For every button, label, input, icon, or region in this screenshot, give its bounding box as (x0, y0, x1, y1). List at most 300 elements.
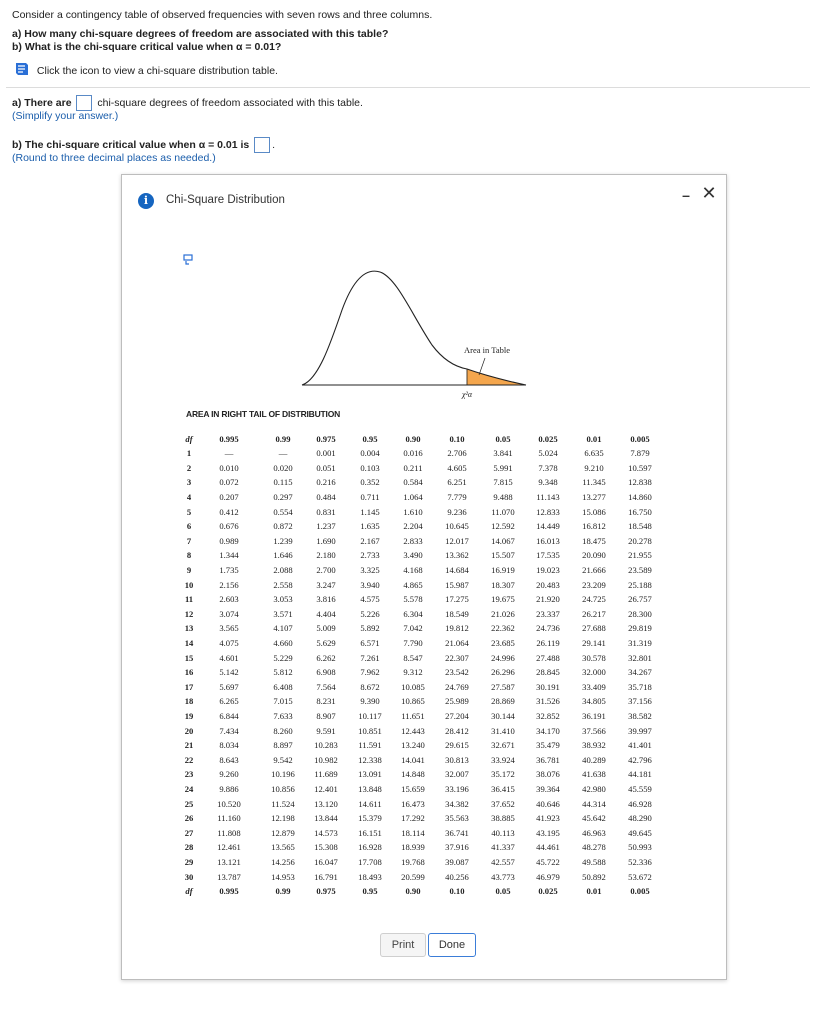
table-cell: 5.629 (316, 638, 336, 649)
table-cell: 16.812 (582, 521, 606, 532)
table-cell: 23.589 (628, 565, 652, 576)
column-header: 0.99 (275, 886, 291, 897)
table-cell: 2.204 (403, 521, 423, 532)
table-cell: 17.292 (401, 813, 425, 824)
table-cell: 42.557 (491, 856, 515, 867)
table-cell: 34.805 (582, 696, 606, 707)
table-cell: 34.170 (536, 725, 560, 736)
table-cell: 19.675 (491, 594, 515, 605)
table-cell: 10.645 (445, 521, 469, 532)
table-cell: 6.908 (316, 667, 336, 678)
table-cell: 39.364 (536, 783, 560, 794)
table-cell: 2.156 (219, 579, 239, 590)
table-cell: 15.308 (314, 842, 338, 853)
table-cell: 5.009 (316, 623, 336, 634)
table-cell: 0.115 (273, 477, 293, 488)
table-cell: 30.813 (445, 754, 469, 765)
table-cell: 3.325 (360, 565, 380, 576)
table-cell: 38.076 (536, 769, 560, 780)
table-cell: 33.196 (445, 783, 469, 794)
table-cell: 14.041 (401, 754, 425, 765)
table-cell: 1.237 (316, 521, 336, 532)
table-cell: 35.479 (536, 740, 560, 751)
part-a-prefix: a) There are (12, 96, 72, 109)
column-header: 0.01 (586, 886, 602, 897)
table-cell: 3.074 (219, 608, 239, 619)
table-cell: 38.932 (582, 740, 606, 751)
table-cell: 1.610 (403, 506, 423, 517)
table-cell: 12.879 (271, 827, 295, 838)
table-row (182, 855, 662, 870)
table-cell: 50.993 (628, 842, 652, 853)
table-cell: 5.697 (219, 681, 239, 692)
table-cell: 43.195 (536, 827, 560, 838)
table-cell: 17.275 (445, 594, 469, 605)
table-cell: 41.337 (491, 842, 515, 853)
table-cell: 34.382 (445, 798, 469, 809)
df-cell: 23 (184, 769, 194, 780)
table-row (182, 825, 662, 840)
table-cell: 4.107 (273, 623, 293, 634)
table-cell: 14.449 (536, 521, 560, 532)
table-cell: 4.660 (273, 638, 293, 649)
table-cell: 16.047 (314, 856, 338, 867)
df-cell: 8 (186, 550, 192, 561)
table-cell: 0.554 (273, 506, 293, 517)
column-header: 0.05 (495, 433, 511, 444)
table-cell: 43.773 (491, 871, 515, 882)
table-cell: 0.016 (403, 448, 423, 459)
table-cell: 30.191 (536, 681, 560, 692)
table-cell: 16.013 (536, 535, 560, 546)
df-cell: 15 (184, 652, 194, 663)
table-cell: 0.004 (360, 448, 380, 459)
table-cell: 15.987 (445, 579, 469, 590)
part-a-hint: (Simplify your answer.) (12, 110, 119, 122)
table-cell: 33.924 (491, 754, 515, 765)
table-cell: 11.651 (401, 710, 425, 721)
table-cell: 6.408 (273, 681, 293, 692)
table-cell: 2.733 (360, 550, 380, 561)
table-cell: 22.362 (491, 623, 515, 634)
table-cell: 45.642 (582, 813, 606, 824)
table-cell: 21.666 (582, 565, 606, 576)
table-cell: 29.141 (582, 638, 606, 649)
table-cell: 1.735 (219, 565, 239, 576)
table-cell: 11.070 (491, 506, 515, 517)
table-cell: 11.591 (358, 740, 382, 751)
table-cell: 3.490 (403, 550, 423, 561)
df-cell: 25 (184, 798, 194, 809)
table-cell: 5.226 (360, 608, 380, 619)
table-cell: 9.542 (273, 754, 293, 765)
table-cell: 8.643 (219, 754, 239, 765)
table-cell: 9.260 (219, 769, 239, 780)
table-cell: 0.872 (273, 521, 293, 532)
book-icon[interactable] (14, 62, 30, 79)
table-cell: 0.211 (403, 462, 423, 473)
table-cell: 18.939 (401, 842, 425, 853)
table-cell: 10.597 (628, 462, 652, 473)
table-cell: 11.524 (271, 798, 295, 809)
table-cell: 6.571 (360, 638, 380, 649)
table-cell: 17.708 (358, 856, 382, 867)
table-cell: 32.671 (491, 740, 515, 751)
density-curve (302, 271, 526, 385)
table-row (182, 650, 662, 665)
table-cell: 12.461 (217, 842, 241, 853)
table-cell: 20.278 (628, 535, 652, 546)
table-cell: 16.473 (401, 798, 425, 809)
table-cell: 7.042 (403, 623, 423, 634)
table-row (182, 694, 662, 709)
table-cell: 10.865 (401, 696, 425, 707)
table-cell: 0.103 (360, 462, 380, 473)
table-cell: 13.277 (582, 492, 606, 503)
table-cell: 36.741 (445, 827, 469, 838)
df-cell: 24 (184, 783, 194, 794)
table-row (182, 767, 662, 782)
table-row (182, 636, 662, 651)
df-cell: 26 (184, 813, 194, 824)
table-cell: 46.928 (628, 798, 652, 809)
table-cell: 31.319 (628, 638, 652, 649)
table-cell: 15.379 (358, 813, 382, 824)
table-cell: 7.790 (403, 638, 423, 649)
table-row (182, 782, 662, 797)
table-cell: 10.085 (401, 681, 425, 692)
table-cell: 10.196 (271, 769, 295, 780)
table-cell: 14.860 (628, 492, 652, 503)
df-cell: 12 (184, 608, 194, 619)
table-cell: 0.989 (219, 535, 239, 546)
table-cell: 0.216 (316, 477, 336, 488)
table-cell: 29.615 (445, 740, 469, 751)
column-header: 0.005 (630, 886, 650, 897)
column-header: 0.10 (449, 886, 465, 897)
table-cell: 12.198 (271, 813, 295, 824)
table-cell: 7.962 (360, 667, 380, 678)
table-cell: 0.584 (403, 477, 423, 488)
table-cell: 21.955 (628, 550, 652, 561)
table-cell: 18.307 (491, 579, 515, 590)
df-cell: 18 (184, 696, 194, 707)
table-cell: 14.684 (445, 565, 469, 576)
table-cell: 15.086 (582, 506, 606, 517)
table-cell: 20.599 (401, 871, 425, 882)
table-cell: 13.844 (314, 813, 338, 824)
table-cell: 24.996 (491, 652, 515, 663)
column-header: 0.10 (449, 433, 465, 444)
table-cell: 6.635 (584, 448, 604, 459)
print-button[interactable]: Print (380, 933, 426, 957)
table-cell: 0.412 (219, 506, 239, 517)
table-cell: 28.845 (536, 667, 560, 678)
label-pointer (479, 358, 485, 375)
table-cell: 7.879 (630, 448, 650, 459)
table-cell: 3.053 (273, 594, 293, 605)
table-cell: 36.781 (536, 754, 560, 765)
table-cell: 14.953 (271, 871, 295, 882)
table-cell: 9.236 (447, 506, 467, 517)
table-cell: 12.833 (536, 506, 560, 517)
table-cell: 19.812 (445, 623, 469, 634)
df-cell: 22 (184, 754, 194, 765)
close-button[interactable]: ✕ (701, 183, 717, 203)
table-cell: 27.587 (491, 681, 515, 692)
table-cell: 24.736 (536, 623, 560, 634)
chi-square-modal (121, 174, 727, 980)
table-cell: 12.401 (314, 783, 338, 794)
table-cell: 30.144 (491, 710, 515, 721)
table-cell: 0.072 (219, 477, 239, 488)
table-cell: 27.204 (445, 710, 469, 721)
table-cell: 12.838 (628, 477, 652, 488)
table-cell: 2.558 (273, 579, 293, 590)
table-cell: 1.239 (273, 535, 293, 546)
table-cell: 6.304 (403, 608, 423, 619)
figure-toggle-icon[interactable] (184, 255, 192, 264)
table-cell: 9.348 (538, 477, 558, 488)
table-cell: 1.064 (403, 492, 423, 503)
table-cell: 23.685 (491, 638, 515, 649)
table-row (182, 490, 662, 505)
table-row (182, 519, 662, 534)
column-header: 0.99 (275, 433, 291, 444)
table-cell: 0.010 (219, 462, 239, 473)
table-cell: 12.443 (401, 725, 425, 736)
table-header-row (182, 431, 662, 446)
df-header: df (185, 886, 193, 897)
table-cell: 9.591 (316, 725, 336, 736)
df-cell: 29 (184, 856, 194, 867)
table-row (182, 592, 662, 607)
table-cell: 18.549 (445, 608, 469, 619)
table-cell: 9.488 (493, 492, 513, 503)
table-cell: 40.113 (491, 827, 515, 838)
table-cell: 22.307 (445, 652, 469, 663)
df-cell: 20 (184, 725, 194, 736)
table-cell: 11.345 (582, 477, 606, 488)
column-header: 0.975 (316, 886, 336, 897)
table-cell: 13.565 (271, 842, 295, 853)
table-cell: 46.979 (536, 871, 560, 882)
table-cell: 28.412 (445, 725, 469, 736)
table-cell: 53.672 (628, 871, 652, 882)
table-cell: 46.963 (582, 827, 606, 838)
table-title: AREA IN RIGHT TAIL OF DISTRIBUTION (186, 409, 341, 419)
table-cell: 11.160 (217, 813, 241, 824)
table-cell: 8.547 (403, 652, 423, 663)
table-row (182, 607, 662, 622)
table-cell: 49.588 (582, 856, 606, 867)
df-cell: 2 (186, 462, 192, 473)
table-cell: 44.461 (536, 842, 560, 853)
column-header: 0.025 (538, 886, 558, 897)
distribution-figure (122, 175, 726, 415)
table-cell: 0.297 (273, 492, 293, 503)
table-cell: 0.711 (360, 492, 380, 503)
table-cell: 21.064 (445, 638, 469, 649)
table-cell: 3.841 (493, 448, 513, 459)
chi-alpha-label: χ²α (462, 390, 473, 399)
column-header: 0.005 (630, 433, 650, 444)
table-cell: 7.378 (538, 462, 558, 473)
table-cell: 35.718 (628, 681, 652, 692)
table-cell: 13.362 (445, 550, 469, 561)
table-cell: 8.672 (360, 681, 380, 692)
table-cell: 12.592 (491, 521, 515, 532)
table-cell: 10.856 (271, 783, 295, 794)
part-a-suffix: chi-square degrees of freedom associated with this table. (97, 96, 363, 109)
table-cell: 13.121 (217, 856, 241, 867)
question-line-3: b) What is the chi-square critical value when α = 0.01? (12, 41, 282, 53)
table-cell: 50.892 (582, 871, 606, 882)
table-cell: 52.336 (628, 856, 652, 867)
table-cell: 4.605 (447, 462, 467, 473)
table-cell: 2.833 (403, 535, 423, 546)
df-cell: 30 (184, 871, 194, 882)
column-header: 0.90 (405, 433, 421, 444)
table-cell: 18.114 (401, 827, 425, 838)
table-row (182, 840, 662, 855)
table-row (182, 796, 662, 811)
table-cell: 25.188 (628, 579, 652, 590)
table-row (182, 680, 662, 695)
table-cell: 11.143 (536, 492, 560, 503)
table-cell: 14.256 (271, 856, 295, 867)
table-cell: 35.172 (491, 769, 515, 780)
table-cell: 16.151 (358, 827, 382, 838)
column-header: 0.01 (586, 433, 602, 444)
table-cell: 9.312 (403, 667, 423, 678)
table-cell: 40.289 (582, 754, 606, 765)
table-link-text[interactable]: Click the icon to view a chi-square distribution table. (36, 64, 278, 77)
df-cell: 13 (184, 623, 194, 634)
table-cell: 20.483 (536, 579, 560, 590)
table-cell: 9.210 (584, 462, 604, 473)
table-cell: 38.582 (628, 710, 652, 721)
table-cell: 27.688 (582, 623, 606, 634)
table-cell: 1.646 (273, 550, 293, 561)
table-cell: 16.919 (491, 565, 515, 576)
table-cell: 21.920 (536, 594, 560, 605)
table-row (182, 752, 662, 767)
question-line-1: Consider a contingency table of observed frequencies with seven rows and three columns. (12, 9, 433, 21)
table-cell: 0.676 (219, 521, 239, 532)
table-cell: 48.290 (628, 813, 652, 824)
table-cell: 2.088 (273, 565, 293, 576)
table-cell: 32.007 (445, 769, 469, 780)
table-row (182, 504, 662, 519)
table-cell: 3.940 (360, 579, 380, 590)
table-cell: 8.897 (273, 740, 293, 751)
table-row (182, 811, 662, 826)
table-cell: 36.191 (582, 710, 606, 721)
table-cell: 9.886 (219, 783, 239, 794)
df-cell: 3 (186, 477, 192, 488)
table-row (182, 709, 662, 724)
table-cell: 44.181 (628, 769, 652, 780)
part-b-answer-input[interactable] (254, 137, 270, 153)
df-cell: 6 (186, 521, 192, 532)
table-row (182, 475, 662, 490)
table-cell: 24.769 (445, 681, 469, 692)
table-cell: — (224, 448, 234, 459)
table-cell: 12.017 (445, 535, 469, 546)
table-cell: 2.706 (447, 448, 467, 459)
table-cell: 4.168 (403, 565, 423, 576)
table-cell: 39.087 (445, 856, 469, 867)
table-cell: 34.267 (628, 667, 652, 678)
table-cell: 17.535 (536, 550, 560, 561)
df-cell: 4 (186, 492, 192, 503)
table-cell: 4.865 (403, 579, 423, 590)
part-a-answer-input[interactable] (76, 95, 92, 111)
table-cell: 12.338 (358, 754, 382, 765)
table-cell: 8.260 (273, 725, 293, 736)
table-cell: 19.023 (536, 565, 560, 576)
table-cell: 13.120 (314, 798, 338, 809)
info-icon: i (138, 193, 154, 209)
df-cell: 16 (184, 667, 194, 678)
table-row (182, 446, 662, 461)
table-cell: 26.757 (628, 594, 652, 605)
table-cell: 21.026 (491, 608, 515, 619)
table-cell: 16.791 (314, 871, 338, 882)
modal-title: Chi-Square Distribution (166, 194, 285, 206)
table-cell: 42.796 (628, 754, 652, 765)
column-header: 0.995 (219, 886, 239, 897)
question-line-2: a) How many chi-square degrees of freedom are associated with this table? (12, 28, 389, 40)
minimize-button[interactable]: – (682, 187, 690, 203)
table-cell: 25.989 (445, 696, 469, 707)
column-header: 0.90 (405, 886, 421, 897)
table-cell: 35.563 (445, 813, 469, 824)
table-cell: 6.251 (447, 477, 467, 488)
table-cell: 11.689 (314, 769, 338, 780)
column-header: 0.05 (495, 886, 511, 897)
table-cell: 39.997 (628, 725, 652, 736)
df-cell: 21 (184, 740, 194, 751)
table-cell: 13.848 (358, 783, 382, 794)
table-cell: 40.646 (536, 798, 560, 809)
table-cell: 27.488 (536, 652, 560, 663)
table-cell: 13.787 (217, 871, 241, 882)
done-button[interactable]: Done (428, 933, 476, 957)
table-cell: 31.410 (491, 725, 515, 736)
table-cell: 37.916 (445, 842, 469, 853)
table-cell: 28.300 (628, 608, 652, 619)
df-cell: 14 (184, 638, 194, 649)
column-header: 0.995 (219, 433, 239, 444)
table-cell: 3.247 (316, 579, 336, 590)
table-cell: 42.980 (582, 783, 606, 794)
divider (6, 87, 810, 88)
table-cell: 32.000 (582, 667, 606, 678)
table-cell: 6.262 (316, 652, 336, 663)
table-cell: 7.564 (316, 681, 336, 692)
table-cell: 20.090 (582, 550, 606, 561)
table-cell: 0.207 (219, 492, 239, 503)
table-cell: 5.142 (219, 667, 239, 678)
table-cell: 26.217 (582, 608, 606, 619)
table-cell: 14.848 (401, 769, 425, 780)
table-cell: 18.493 (358, 871, 382, 882)
table-cell: 38.885 (491, 813, 515, 824)
column-header: 0.025 (538, 433, 558, 444)
table-link-row[interactable] (14, 62, 278, 79)
